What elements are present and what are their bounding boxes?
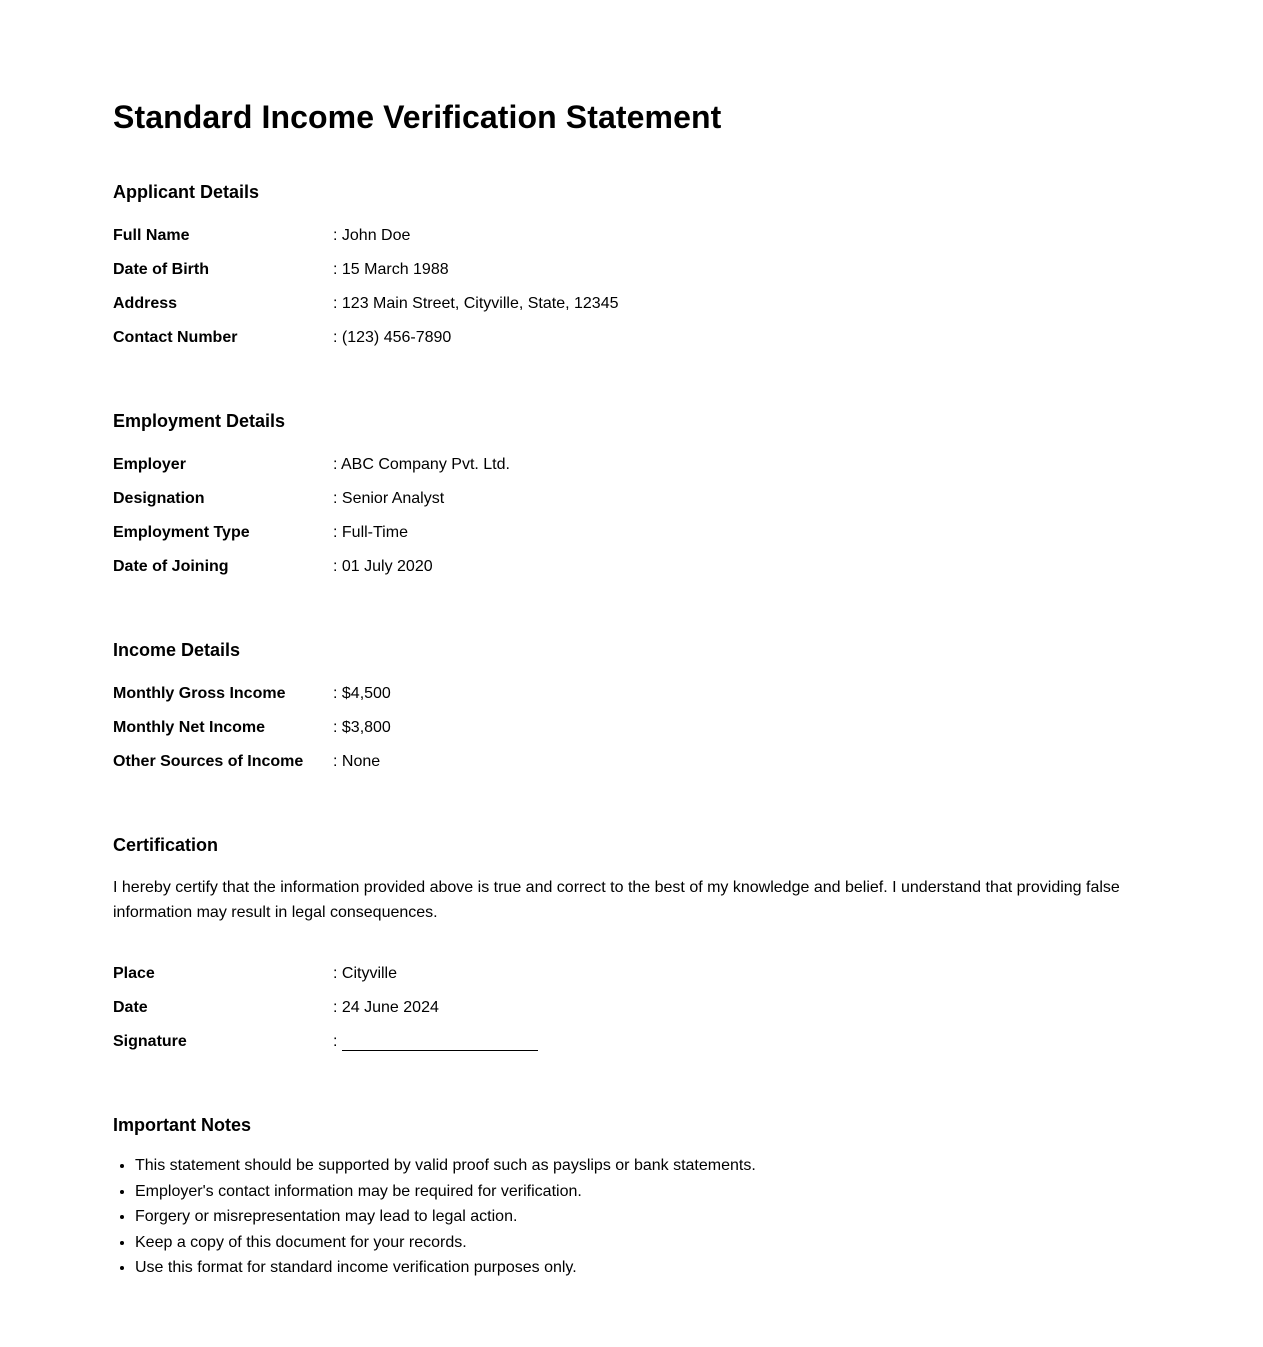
certification-statement: I hereby certify that the information provided above is true and correct to the best of my knowledge and belief. I understand that providing false information may result in legal consequences.: [113, 879, 1120, 921]
field-row-contact-number: [113, 321, 1150, 355]
certification-section: [113, 834, 1150, 1059]
field-row-date-of-joining: [113, 550, 1150, 584]
notes-section: [113, 1114, 1150, 1281]
field-row-monthly-net-income: [113, 711, 1150, 745]
field-row-designation: [113, 482, 1150, 516]
field-value: : 123 Main Street, Cityville, State, 12345: [333, 295, 619, 312]
field-label: Designation: [113, 490, 205, 507]
income-heading: Income Details: [113, 640, 241, 660]
field-row-place: [113, 957, 1150, 991]
field-row-date: [113, 991, 1150, 1025]
employment-heading: Employment Details: [113, 411, 286, 431]
field-label: Contact Number: [113, 329, 238, 346]
notes-list: [113, 1153, 1150, 1281]
field-row-other-sources-of-income: [113, 745, 1150, 779]
field-value: : 15 March 1988: [333, 261, 449, 278]
notes-heading: Important Notes: [113, 1115, 252, 1135]
field-label: Other Sources of Income: [113, 753, 304, 770]
list-item: • Use this format for standard income verification purposes only.: [135, 1255, 1150, 1281]
field-value: : 24 June 2024: [333, 999, 439, 1016]
field-label: Date of Joining: [113, 558, 229, 575]
list-item: • This statement should be supported by valid proof such as payslips or bank statements.: [135, 1153, 1150, 1179]
applicant-heading: Applicant Details: [113, 182, 260, 202]
list-item: • Employer's contact information may be required for verification.: [135, 1179, 1150, 1205]
field-value: : ABC Company Pvt. Ltd.: [333, 456, 510, 473]
field-label: Place: [113, 965, 155, 982]
field-row-monthly-gross-income: [113, 677, 1150, 711]
field-value: : $4,500: [333, 685, 391, 702]
certification-heading: Certification: [113, 835, 219, 855]
field-row-employer: [113, 448, 1150, 482]
page-title: Standard Income Verification Statement: [113, 99, 722, 135]
field-value: : (123) 456-7890: [333, 329, 452, 346]
field-value: : Full-Time: [333, 524, 408, 541]
field-label: Address: [113, 295, 178, 312]
field-value: : $3,800: [333, 719, 391, 736]
field-label: Monthly Net Income: [113, 719, 266, 736]
field-value: : Senior Analyst: [333, 490, 445, 507]
list-item: • Forgery or misrepresentation may lead to legal action.: [135, 1204, 1150, 1230]
applicant-rows: [113, 219, 1150, 355]
income-rows: [113, 677, 1150, 779]
signature-label: Signature: [113, 1033, 187, 1050]
field-label: Date: [113, 999, 148, 1016]
employment-section: [113, 410, 1150, 584]
field-row-full-name: [113, 219, 1150, 253]
employment-rows: [113, 448, 1150, 584]
field-label: Employment Type: [113, 524, 250, 541]
field-row-employment-type: [113, 516, 1150, 550]
field-value: : 01 July 2020: [333, 558, 433, 575]
income-section: [113, 639, 1150, 779]
field-value: : John Doe: [333, 227, 411, 244]
field-row-address: [113, 287, 1150, 321]
field-value: : None: [333, 753, 381, 770]
applicant-section: [113, 181, 1150, 355]
field-label: Monthly Gross Income: [113, 685, 286, 702]
field-label: Full Name: [113, 227, 190, 244]
certification-rows: [113, 957, 1150, 1059]
field-row-date-of-birth: [113, 253, 1150, 287]
signature-value: [333, 1033, 1150, 1051]
field-label: Employer: [113, 456, 186, 473]
list-item: • Keep a copy of this document for your records.: [135, 1230, 1150, 1256]
signature-line: [342, 1034, 538, 1051]
field-value: : Cityville: [333, 965, 398, 982]
signature-prefix: :: [333, 1033, 342, 1050]
field-row-signature: [113, 1025, 1150, 1059]
field-label: Date of Birth: [113, 261, 209, 278]
